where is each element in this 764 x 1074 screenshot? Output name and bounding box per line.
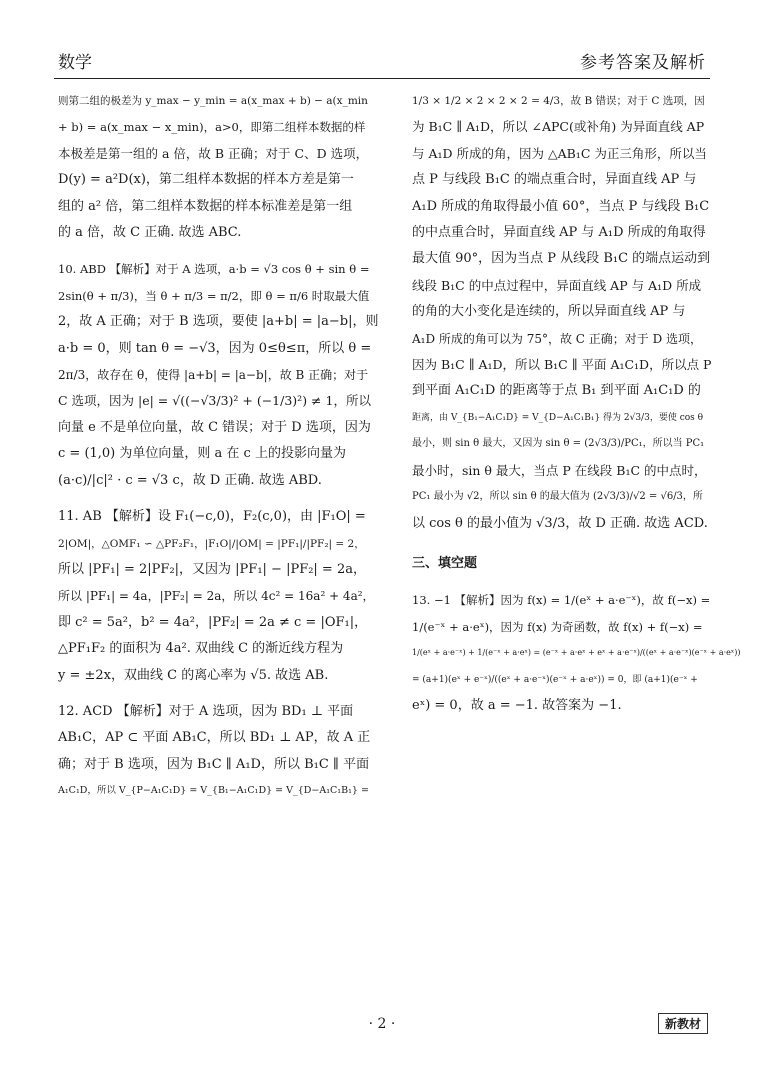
text-line: 为 B₁C ∥ A₁D，所以 ∠APC(或补角) 为异面直线 AP (412, 119, 705, 135)
text-line: y = ±2x，双曲线 C 的离心率为 √5. 故选 AB. (58, 667, 329, 683)
text-line: 最小，则 sin θ 最大，又因为 sin θ = (2√3/3)/PC₁，所以当 PC₁ (412, 438, 705, 450)
text-line: 最小时，sin θ 最大，当点 P 在线段 B₁C 的中点时， (412, 462, 707, 478)
text-line: c = (1,0) 为单位向量，则 a 在 c 上的投影向量为 (58, 446, 346, 462)
text-line: 距离，由 V_{B₁−A₁C₁D} = V_{D−A₁C₁B₁} 得为 2√3/3，要使 cos θ (412, 412, 704, 423)
text-line: A₁C₁D，所以 V_{P−A₁C₁D} = V_{B₁−A₁C₁D} = V_{D−A₁C₁B₁} = (58, 785, 369, 797)
text-line: 确；对于 B 选项，因为 B₁C ∥ A₁D，所以 B₁C ∥ 平面 (58, 756, 370, 772)
text-line: 则第二组的极差为 y_max − y_min = a(x_max + b) − a(x_min (58, 95, 368, 107)
text-line: 所以 |PF₁| = 2|PF₂|，又因为 |PF₁| − |PF₂| = 2a， (58, 561, 366, 577)
text-line: AB₁C，AP ⊂ 平面 AB₁C，所以 BD₁ ⊥ AP，故 A 正 (58, 730, 371, 746)
page-header (54, 38, 710, 79)
text-line: 到平面 A₁C₁D 的距离等于点 B₁ 到平面 A₁C₁D 的 (412, 383, 701, 399)
text-line: 的中点重合时，异面直线 AP 与 A₁D 所成的角取得 (412, 225, 706, 241)
text-line: △PF₁F₂ 的面积为 4a². 双曲线 C 的渐近线方程为 (58, 641, 344, 657)
answer-13: 13. −1 【解析】因为 f(x) = 1/(eˣ + a·e⁻ˣ)，故 f(−x) = (412, 593, 711, 608)
text-line: 2|OM|，△OMF₁ ∽ △PF₂F₁，|F₁O|/|OM| = |PF₁|/|PF₂| = 2， (58, 537, 365, 550)
answer-10: 10. ABD 【解析】对于 A 选项，a·b = √3 cos θ + sin θ = (58, 262, 370, 277)
text-line: 1/(eˣ + a·e⁻ˣ) + 1/(e⁻ˣ + a·eˣ) = (e⁻ˣ + a·eˣ + eˣ + a·e⁻ˣ)/((eˣ + a·e⁻ˣ)(e⁻ˣ + a·eˣ)) (412, 648, 741, 658)
text-line: 的 a 倍，故 C 正确. 故选 ABC. (58, 225, 242, 241)
text-line: 的角的大小变化是连续的，所以异面直线 AP 与 (412, 304, 686, 320)
text-line: 组的 a² 倍，第二组样本数据的样本标准差是第一组 (58, 198, 353, 214)
text-line: 因为 B₁C ∥ A₁D，所以 B₁C ∥ 平面 A₁C₁D，所以点 P (412, 357, 712, 373)
text-line: (a·c)/|c|² · c = √3 c，故 D 正确. 故选 ABD. (58, 472, 322, 488)
subject-title: 数学 (58, 53, 92, 73)
section-heading-fill-in: 三、填空题 (412, 555, 478, 571)
text-line: 2sin(θ + π/3)，当 θ + π/3 = π/2，即 θ = π/6 时取最大值 (58, 288, 370, 303)
answer-11: 11. AB 【解析】设 F₁(−c,0)，F₂(c,0)，由 |F₁O| = (58, 509, 366, 525)
text-line: a·b = 0，则 tan θ = −√3，因为 0≤θ≤π，所以 θ = (58, 340, 372, 356)
text-line: 1/3 × 1/2 × 2 × 2 × 2 = 4/3，故 B 错误；对于 C 选项，因 (412, 95, 705, 107)
text-line: 所以 |PF₁| = 4a，|PF₂| = 2a，所以 4c² = 16a² + 4a²， (58, 589, 375, 604)
text-line: PC₁ 最小为 √2，所以 sin θ 的最大值为 (2√3/3)/√2 = √6/3，所 (412, 491, 703, 503)
text-line: 与 A₁D 所成的角，因为 △AB₁C 为正三角形，所以当 (412, 145, 707, 161)
edition-badge: 新教材 (658, 1013, 708, 1034)
text-line: 即 c² = 5a²，b² = 4a²，|PF₂| = 2a ≠ c = |OF₁|， (58, 614, 368, 630)
text-line: 2，故 A 正确；对于 B 选项，要使 |a+b| = |a−b|，则 (58, 314, 379, 330)
text-line: 线段 B₁C 的中点过程中，异面直线 AP 与 A₁D 所成 (412, 277, 702, 293)
text-line: 最大值 90°，因为当点 P 从线段 B₁C 的端点运动到 (412, 251, 711, 267)
answer-12: 12. ACD 【解析】对于 A 选项，因为 BD₁ ⊥ 平面 (58, 703, 354, 719)
text-line: C 选项，因为 |e| = √((−√3/3)² + (−1/3)²) ≠ 1，所以 (58, 393, 371, 409)
text-line: A₁D 所成的角取得最小值 60°，当点 P 与线段 B₁C (412, 198, 710, 214)
text-line: 2π/3，故存在 θ，使得 |a+b| = |a−b|，故 B 正确；对于 (58, 368, 369, 383)
right-column (412, 88, 741, 719)
text-line: 以 cos θ 的最小值为 √3/3，故 D 正确. 故选 ACD. (412, 515, 708, 531)
text-line: 点 P 与线段 B₁C 的端点重合时，异面直线 AP 与 (412, 172, 697, 188)
section-title: 参考答案及解析 (580, 53, 706, 73)
text-line: A₁D 所成的角可以为 75°，故 C 正确；对于 D 选项， (412, 331, 703, 346)
text-line: D(y) = a²D(x)，第二组样本数据的样本方差是第一 (58, 172, 354, 188)
text-line: 向量 e 不是单位向量，故 C 错误；对于 D 选项，因为 (58, 419, 371, 435)
left-column (58, 88, 378, 805)
text-line: = (a+1)(eˣ + e⁻ˣ)/((eˣ + a·e⁻ˣ)(e⁻ˣ + a·eˣ)) = 0，即 (a+1)(e⁻ˣ + (412, 674, 698, 685)
page-number: · 2 · (368, 1016, 396, 1032)
text-line: 1/(e⁻ˣ + a·eˣ)，因为 f(x) 为奇函数，故 f(x) + f(−x) = (412, 619, 703, 634)
text-line: + b) = a(x_max − x_min)，a>0，即第二组样本数据的样 (58, 120, 366, 135)
text-line: eˣ) = 0，故 a = −1. 故答案为 −1. (412, 697, 622, 713)
text-line: 本极差是第一组的 a 倍，故 B 正确；对于 C、D 选项， (58, 145, 369, 161)
